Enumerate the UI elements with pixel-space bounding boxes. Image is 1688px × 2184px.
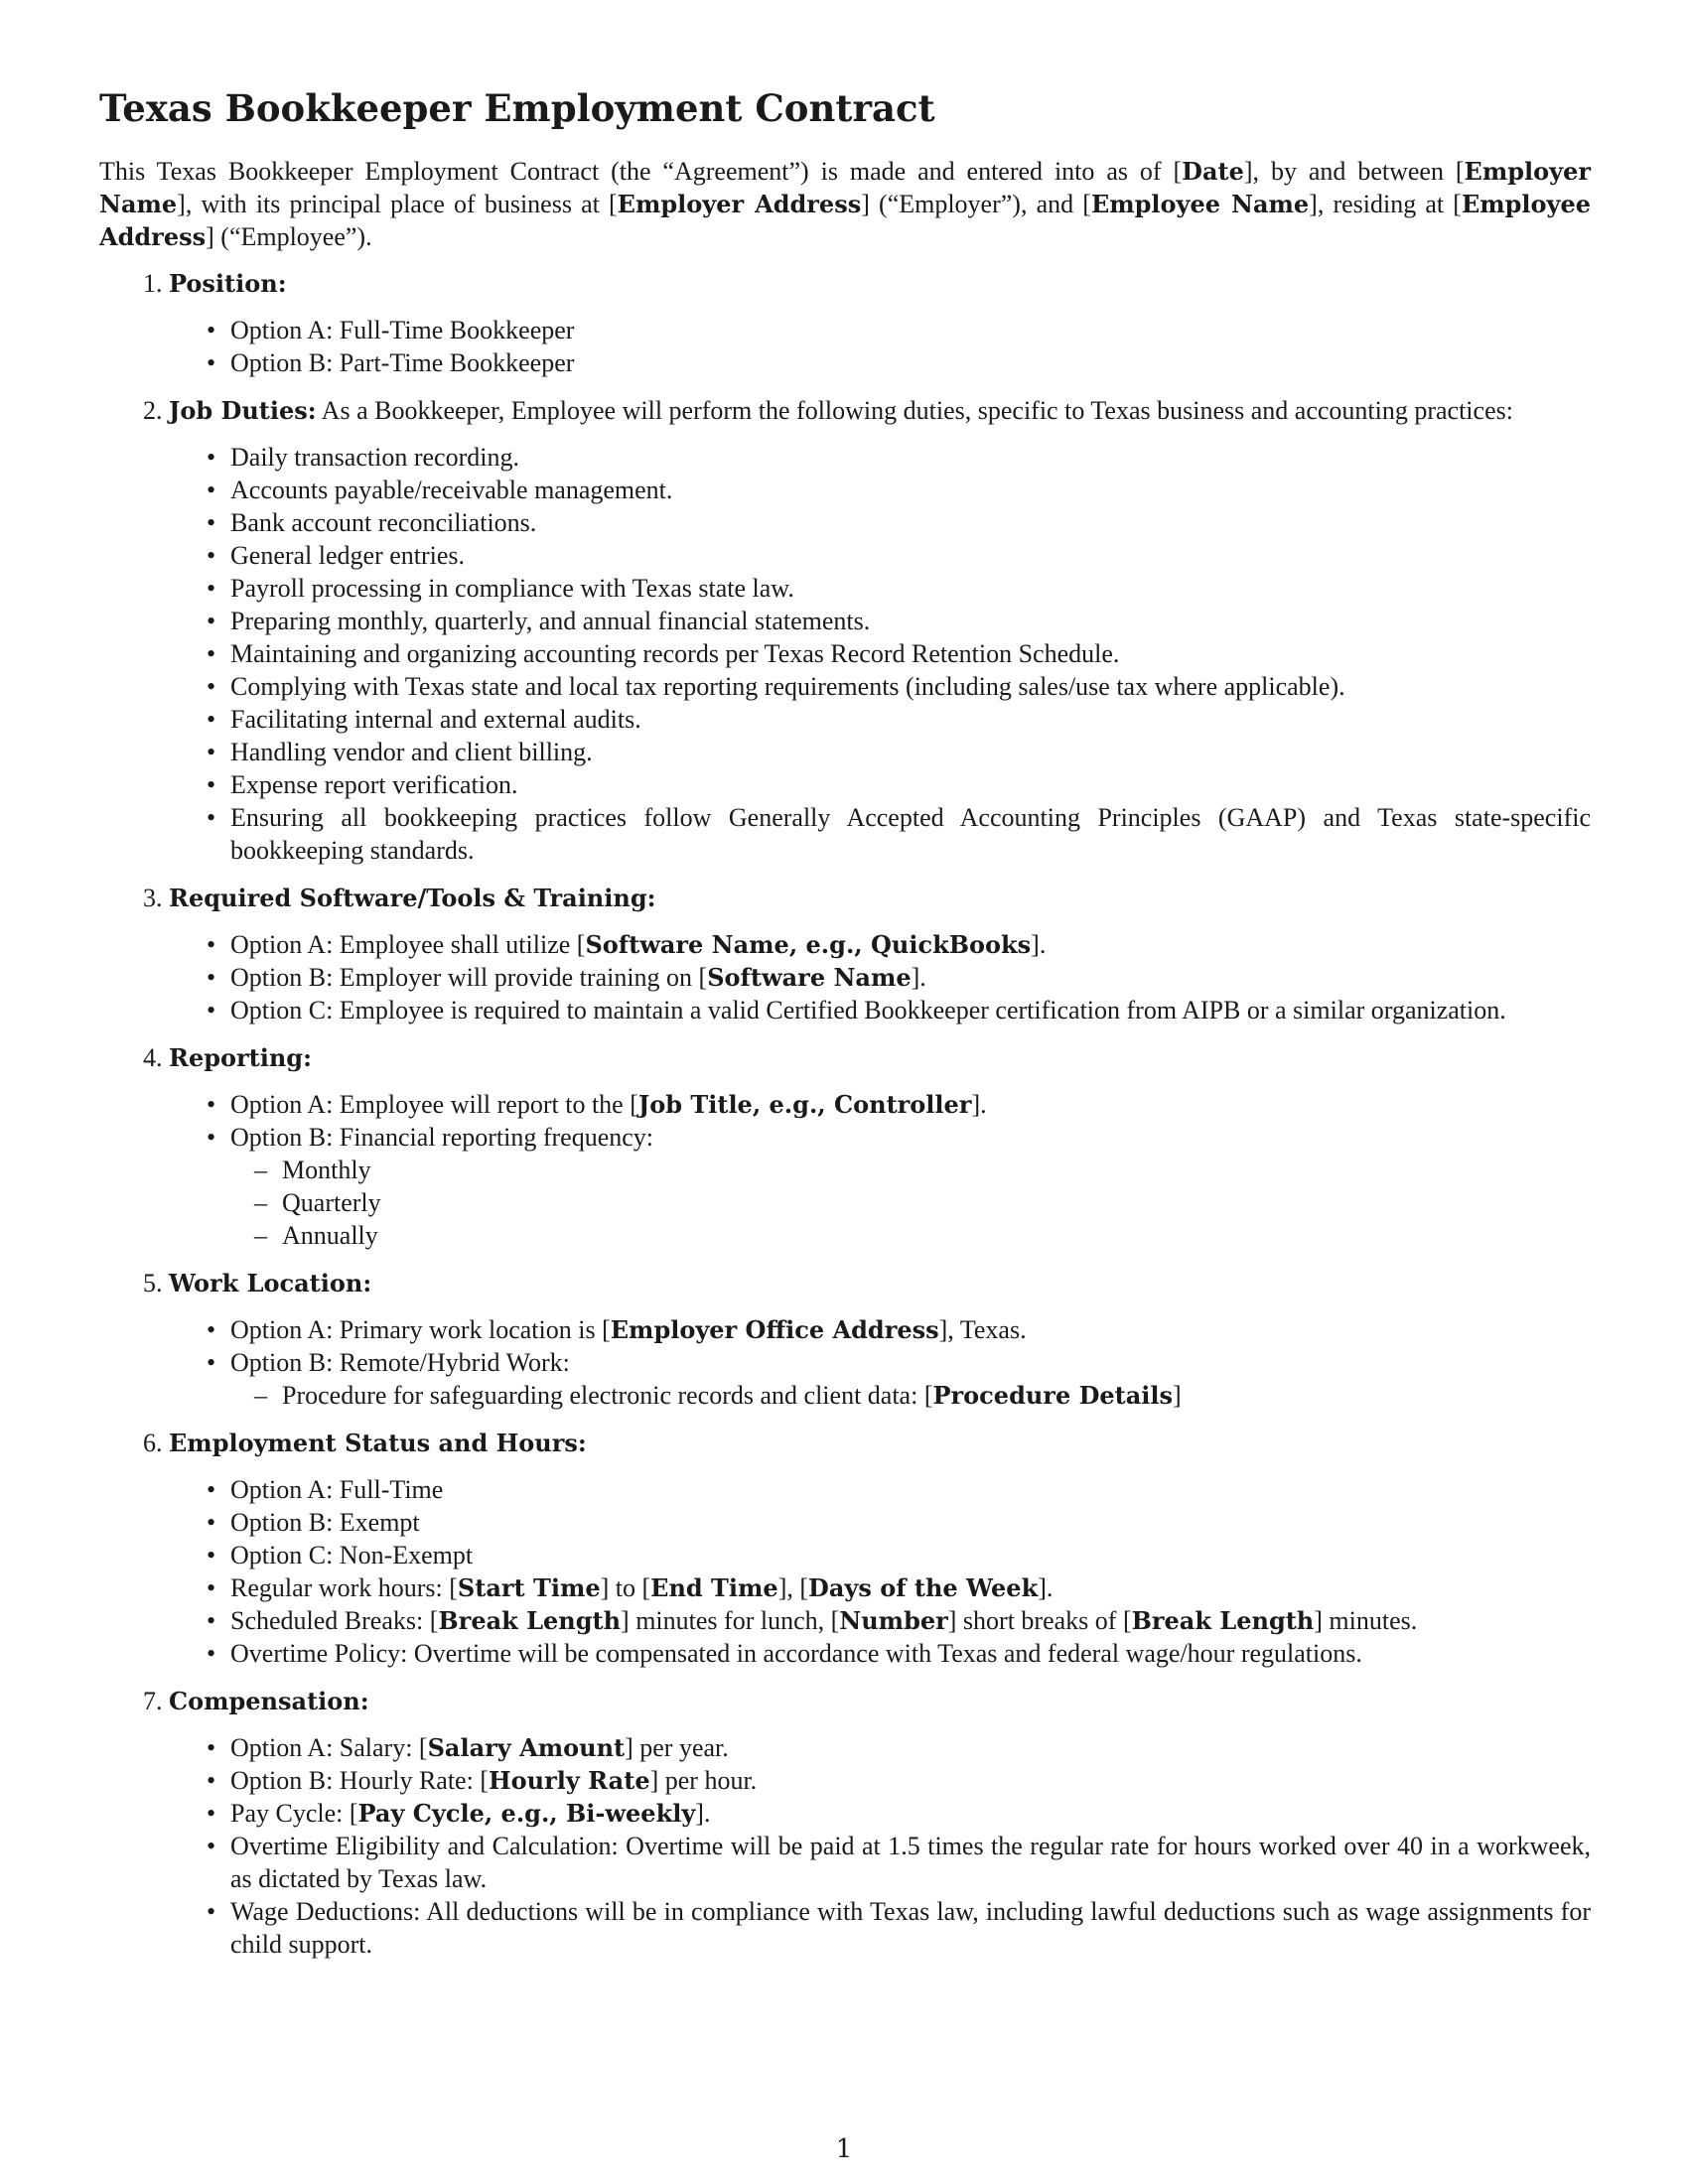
- employee-name-placeholder: Employee Name: [1090, 190, 1310, 218]
- list-item: • Option B: Remote/Hybrid Work: – Procedure for safeguarding electronic records and client data: [Procedure Details]: [230, 1346, 1591, 1412]
- employee-address-placeholder: Employee Address: [99, 190, 1592, 251]
- page-number: 1: [835, 2134, 853, 2164]
- days-placeholder: Days of the Week: [808, 1573, 1039, 1602]
- list-item: • Option A: Salary: [Salary Amount] per year.: [230, 1731, 1591, 1764]
- sub-list-item: – Procedure for safeguarding electronic records and client data: [Procedure Details]: [282, 1379, 1591, 1412]
- sub-list-item: – Annually: [282, 1219, 1591, 1252]
- intro-paragraph: This Texas Bookkeeper Employment Contract (the “Agreement”) is made and entered into as of [Date], by and between [Employer Name], with its principal place of business at [Employer Address] (“Employer”), and [Employee Name], residing at [Employee Address] (“Employee”).: [99, 157, 1592, 251]
- section-title: Employment Status and Hours:: [169, 1429, 587, 1457]
- section-title: Job Duties:: [169, 396, 317, 425]
- list-item: • Option C: Non-Exempt: [230, 1539, 1591, 1571]
- list-item: • Facilitating internal and external audits.: [230, 703, 1591, 736]
- job-title-placeholder: Job Title, e.g., Controller: [637, 1090, 972, 1119]
- list-item: • Option B: Part-Time Bookkeeper: [230, 346, 1591, 379]
- section-title: Compensation:: [169, 1687, 369, 1715]
- list-item: • Overtime Eligibility and Calculation: Overtime will be paid at 1.5 times the regular rate for hours worked over 40 in a workweek, as dictated by Texas law.: [230, 1830, 1591, 1895]
- office-address-placeholder: Employer Office Address: [610, 1315, 939, 1344]
- list-item: • Option B: Employer will provide training on [Software Name].: [230, 961, 1591, 994]
- section-job-duties: 2. Job Duties: As a Bookkeeper, Employee will perform the following duties, specific to Texas business and accounting practices: • Daily transaction recording. • Accounts payable/receivable management. • Bank account reconciliations. • General ledger entries. • Payroll processing in compliance with Texas state law. • Preparing monthly, quarterly, and annual financial statements. • Maintaining and organizing accounting records per Texas Record Retention Schedule. • Complying with Texas state and local tax reporting requirements (including sales/use tax where applicable). • Facilitating internal and external audits. • Handling vendor and client billing. • Expense report verification. • Ensuring all bookkeeping practices follow Generally Accepted Accounting Principles (GAAP) and Texas state-specific bookkeeping standards.: [169, 394, 1591, 867]
- sub-list-item: – Quarterly: [282, 1186, 1591, 1219]
- hourly-rate-placeholder: Hourly Rate: [488, 1766, 650, 1795]
- list-item: • Pay Cycle: [Pay Cycle, e.g., Bi-weekly].: [230, 1797, 1591, 1830]
- list-item: • Wage Deductions: All deductions will be in compliance with Texas law, including lawful deductions such as wage assignments for child support.: [230, 1895, 1591, 1961]
- employer-name-placeholder: Employer Name: [99, 157, 1591, 218]
- list-item: • Option A: Primary work location is [Employer Office Address], Texas.: [230, 1313, 1591, 1346]
- pay-cycle-placeholder: Pay Cycle, e.g., Bi-weekly: [357, 1799, 696, 1828]
- section-reporting: [169, 1041, 1591, 1252]
- section-title: Position:: [169, 269, 287, 298]
- section-title: Work Location:: [169, 1269, 372, 1297]
- section-title: Required Software/Tools & Training:: [169, 884, 656, 912]
- section-work-location: [169, 1267, 1591, 1412]
- list-item: • Option A: Employee will report to the [Job Title, e.g., Controller].: [230, 1088, 1591, 1121]
- list-item: • Accounts payable/receivable management.: [230, 474, 1591, 506]
- software-placeholder: Software Name, e.g., QuickBooks: [585, 930, 1032, 959]
- list-item: • Scheduled Breaks: [Break Length] minutes for lunch, [Number] short breaks of [Break Length] minutes.: [230, 1604, 1591, 1637]
- list-item: • Option A: Full-Time Bookkeeper: [230, 314, 1591, 346]
- list-item: • Daily transaction recording.: [230, 441, 1591, 474]
- start-time-placeholder: Start Time: [457, 1573, 601, 1602]
- list-item: • Option B: Hourly Rate: [Hourly Rate] per hour.: [230, 1764, 1591, 1797]
- list-item: • Expense report verification.: [230, 768, 1591, 801]
- list-item: • Overtime Policy: Overtime will be compensated in accordance with Texas and federal wage/hour regulations.: [230, 1637, 1591, 1670]
- list-item: • General ledger entries.: [230, 539, 1591, 572]
- section-title: Reporting:: [169, 1043, 312, 1072]
- list-item: • Bank account reconciliations.: [230, 506, 1591, 539]
- list-item: • Option C: Employee is required to maintain a valid Certified Bookkeeper certification from AIPB or a similar organization.: [230, 994, 1591, 1026]
- list-item: • Option B: Exempt: [230, 1506, 1591, 1539]
- section-status-hours: [169, 1427, 1591, 1670]
- section-position: [169, 267, 1591, 379]
- list-item: • Handling vendor and client billing.: [230, 736, 1591, 768]
- list-item: • Preparing monthly, quarterly, and annual financial statements.: [230, 605, 1591, 637]
- list-item: • Regular work hours: [Start Time] to [End Time], [Days of the Week].: [230, 1571, 1591, 1604]
- list-item: • Complying with Texas state and local tax reporting requirements (including sales/use tax where applicable).: [230, 670, 1591, 703]
- sub-list-item: – Monthly: [282, 1154, 1591, 1186]
- break-length-placeholder: Break Length: [1131, 1606, 1315, 1635]
- list-item: • Maintaining and organizing accounting records per Texas Record Retention Schedule.: [230, 637, 1591, 670]
- salary-placeholder: Salary Amount: [427, 1733, 626, 1762]
- section-compensation: [169, 1685, 1591, 1961]
- procedure-placeholder: Procedure Details: [932, 1381, 1174, 1410]
- list-item: • Option A: Full-Time: [230, 1473, 1591, 1506]
- date-placeholder: Date: [1182, 157, 1244, 186]
- list-item: • Option A: Employee shall utilize [Software Name, e.g., QuickBooks].: [230, 928, 1591, 961]
- list-item: • Ensuring all bookkeeping practices follow Generally Accepted Accounting Principles (GAAP) and Texas state-specific bookkeeping standards.: [230, 801, 1591, 867]
- break-length-placeholder: Break Length: [438, 1606, 622, 1635]
- list-item: • Option B: Financial reporting frequency: – Monthly – Quarterly – Annually: [230, 1121, 1591, 1252]
- break-number-placeholder: Number: [839, 1606, 948, 1635]
- software-placeholder: Software Name: [707, 963, 912, 992]
- employer-address-placeholder: Employer Address: [617, 190, 862, 218]
- end-time-placeholder: End Time: [650, 1573, 778, 1602]
- list-item: • Payroll processing in compliance with Texas state law.: [230, 572, 1591, 605]
- document-title: Texas Bookkeeper Employment Contract: [99, 86, 935, 130]
- contract-sections: [99, 267, 1591, 1961]
- section-software-training: [169, 882, 1591, 1026]
